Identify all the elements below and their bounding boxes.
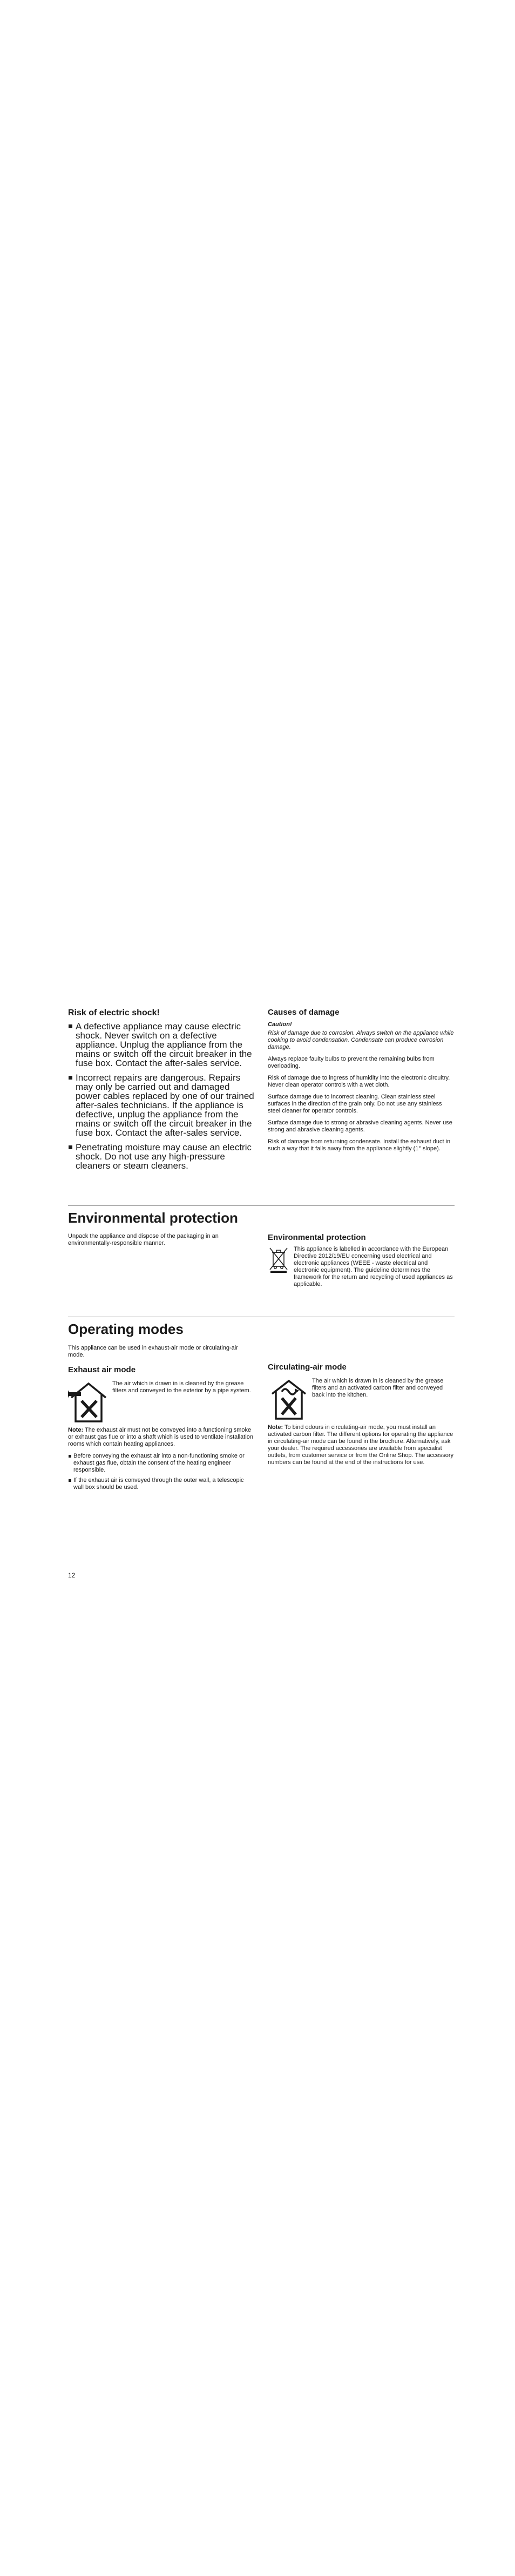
list-item: Incorrect repairs are dangerous. Repairs may only be carried out and damaged power cables replaced by one of our trained after-sales technicians. If the appliance is defective, unplug the appliance from the mains or switch off the circuit breaker in the fuse box. Contact the after-sales service.	[68, 1073, 255, 1137]
intro-paragraph: Unpack the appliance and dispose of the packaging in an environmentally-responsible manner.	[68, 1233, 219, 1246]
environment-disposal	[268, 1233, 455, 1293]
disposal-block	[268, 1246, 455, 1288]
exhaust-bullets	[68, 1453, 255, 1491]
damage-paragraph: Surface damage due to strong or abrasive cleaning agents. Never use strong and abrasive cleaning agents.	[268, 1120, 452, 1133]
list-item: Penetrating moisture may cause an electric shock. Do not use any high-pressure cleaners or steam cleaners.	[68, 1143, 255, 1170]
note-text: To bind odours in circulating-air mode, you must install an activated carbon filter. The different options for operating the appliance in circulating-air mode can be found in the brochure. Alternatively, ask your dealer. The required accessories are available from specialist outlets, from customer service or from the Online Shop. The accessory numbers can be found at the end of the instructions for use.	[268, 1424, 453, 1466]
exhaust-text: The air which is drawn in is cleaned by the grease filters and conveyed to the exterior by a pipe system.	[112, 1380, 251, 1394]
modes-intro: This appliance can be used in exhaust-air mode or circulating-air mode.	[68, 1345, 238, 1358]
section-divider	[68, 1205, 455, 1206]
list-item: If the exhaust air is conveyed through the outer wall, a telescopic wall box should be used.	[68, 1477, 255, 1491]
note-label: Note:	[68, 1427, 84, 1433]
environment-intro	[68, 1233, 255, 1252]
note-text: The exhaust air must not be conveyed into a functioning smoke or exhaust gas flue or into a shaft which is used to ventilate installation rooms which contain heating appliances.	[68, 1427, 254, 1447]
circulating-heading: Circulating-air mode	[268, 1363, 347, 1372]
list-item: A defective appliance may cause electric shock. Never switch on a defective appliance. Unplug the appliance from the mains or switch off the circuit breaker in the fuse box. Contact the after-sales service.	[68, 1022, 255, 1068]
circulating-text: The air which is drawn in is cleaned by the grease filters and an activated carbon filter and conveyed back into the kitchen.	[312, 1378, 444, 1398]
weee-crossed-bin-icon	[268, 1246, 289, 1277]
exhaust-block	[68, 1380, 255, 1425]
section-title: Environmental protection	[68, 1210, 238, 1226]
circulating-air-house-icon	[270, 1378, 308, 1424]
exhaust-air-column	[68, 1345, 255, 1494]
environment-section-title-wrap	[68, 1210, 455, 1226]
damage-paragraph: Surface damage due to incorrect cleaning. Clean stainless steel surfaces in the direction of the grain only. Do not use any stainless steel cleaner for operator controls.	[268, 1094, 442, 1114]
causes-of-damage	[268, 1008, 455, 1157]
warning-heading: Risk of electric shock!	[68, 1008, 160, 1017]
exhaust-heading: Exhaust air mode	[68, 1365, 136, 1374]
list-item: Before conveying the exhaust air into a non-functioning smoke or exhaust gas flue, obtain the consent of the heating engineer responsible.	[68, 1453, 255, 1474]
damage-paragraph: Always replace faulty bulbs to prevent the remaining bulbs from overloading.	[268, 1056, 435, 1069]
damage-paragraph: Risk of damage due to corrosion. Always switch on the appliance while cooking to avoid condensation. Condensate can produce corrosion damage.	[268, 1030, 454, 1050]
note-label: Note:	[268, 1424, 283, 1431]
circulating-block	[268, 1378, 455, 1422]
disposal-heading: Environmental protection	[268, 1233, 366, 1242]
damage-paragraph: Risk of damage from returning condensate. Install the exhaust duct in such a way that it falls away from the appliance slightly (1° slope).	[268, 1138, 451, 1152]
electric-shock-warning	[68, 1008, 255, 1176]
warning-list	[68, 1022, 255, 1170]
operating-modes-title-wrap	[68, 1321, 455, 1337]
caution-label: Caution!	[268, 1021, 292, 1028]
circulating-note	[268, 1424, 455, 1466]
page-number: 12	[68, 1572, 76, 1579]
exhaust-air-house-icon	[68, 1380, 110, 1426]
disposal-text: This appliance is labelled in accordance with the European Directive 2012/19/EU concerning used electrical and electronic appliances (WEEE - waste electrical and electronic equipment). The guideline determines the framework for the return and recycling of used appliances as applicable.	[294, 1246, 453, 1287]
circulating-air-column	[268, 1363, 455, 1471]
damage-heading: Causes of damage	[268, 1008, 340, 1017]
exhaust-note	[68, 1427, 255, 1448]
section-title: Operating modes	[68, 1321, 184, 1337]
damage-paragraph: Risk of damage due to ingress of humidity into the electronic circuitry. Never clean operator controls with a wet cloth.	[268, 1075, 450, 1088]
